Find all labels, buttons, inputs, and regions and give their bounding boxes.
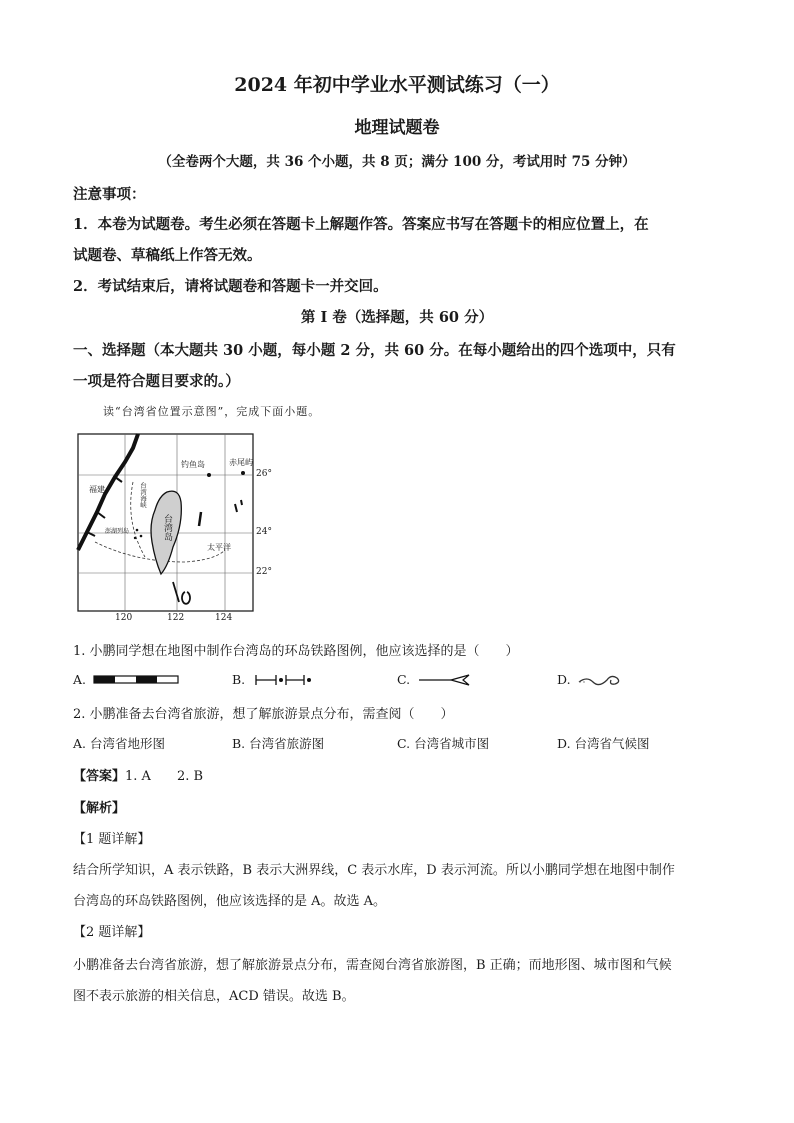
- boundary-legend-icon: [254, 674, 314, 686]
- question-1: 1. 小鹏同学想在地图中制作台湾岛的环岛铁路图例，他应该选择的是（ ）: [73, 644, 519, 659]
- map-label-taiwan-island: 台湾岛: [162, 514, 172, 541]
- q2-option-d: D. 台湾省气候图: [557, 736, 650, 751]
- q1-option-b-label: B.: [232, 672, 246, 687]
- lat-tick-22: 22°: [256, 567, 272, 577]
- answer-label: 【答案】: [73, 769, 126, 784]
- q2-option-c: C. 台湾省城市图: [397, 736, 490, 751]
- notes-heading: 注意事项：: [73, 186, 146, 203]
- paper-info: （全卷两个大题，共 36 个小题，共 8 页；满分 100 分，考试用时 75 分钟）: [158, 154, 636, 170]
- q1-option-d-label: D.: [557, 672, 571, 687]
- q1-option-d: [557, 672, 571, 687]
- lon-tick-120: 120: [115, 613, 133, 623]
- q1-explanation-line-2: 台湾岛的环岛铁路图例，他应该选择的是 A。故选 A。: [73, 894, 387, 909]
- paper-subtitle: 地理试题卷: [354, 118, 440, 138]
- lon-tick-122: 122: [167, 613, 185, 623]
- q2-explanation-title: 【2 题详解】: [73, 925, 151, 940]
- q1-option-b: [232, 672, 245, 687]
- q1-option-c-label: C.: [397, 672, 411, 687]
- note-item-1-cont: 试题卷、草稿纸上作答无效。: [73, 247, 262, 264]
- q1-option-c: [397, 672, 410, 687]
- part-heading: 一、选择题（本大题共 30 小题，每小题 2 分，共 60 分。在每小题给出的四个选项中，只有: [73, 342, 676, 359]
- reservoir-legend-icon: [417, 674, 473, 686]
- map-label-chiwei: 赤尾屿: [229, 458, 253, 467]
- question-2: 2. 小鹏准备去台湾省旅游，想了解旅游景点分布，需查阅（ ）: [73, 707, 454, 722]
- taiwan-location-map: [75, 432, 275, 623]
- map-label-pacific: 太平洋: [207, 543, 231, 552]
- q1-option-a: [73, 672, 86, 687]
- map-label-diaoyu: 钓鱼岛: [181, 460, 205, 469]
- note-item-1: 1．本卷为试题卷。考生必须在答题卡上解题作答。答案应书写在答题卡的相应位置上，在: [73, 216, 649, 233]
- map-label-fujian: 福建: [89, 485, 105, 494]
- answer-value: 1. A 2. B: [125, 769, 204, 784]
- note-item-2: 2．考试结束后，请将试题卷和答题卡一并交回。: [73, 278, 388, 295]
- analysis-label: 【解析】: [73, 801, 126, 816]
- q1-explanation-title: 【1 题详解】: [73, 832, 151, 847]
- q1-option-a-label: A.: [73, 672, 87, 687]
- map-label-strait: 台湾海峡: [139, 482, 147, 508]
- q2-option-a: A. 台湾省地形图: [73, 736, 165, 751]
- exam-title: 2024 年初中学业水平测试练习（一）: [234, 74, 560, 96]
- q2-option-b: B. 台湾省旅游图: [232, 736, 325, 751]
- q2-explanation-line-1: 小鹏准备去台湾省旅游，想了解旅游景点分布，需查阅台湾省旅游图，B 正确；而地形图、城市图和气候: [73, 958, 672, 973]
- lat-tick-26: 26°: [256, 469, 272, 479]
- answer-line: [73, 765, 203, 784]
- map-intro: 读“台湾省位置示意图”，完成下面小题。: [103, 405, 321, 418]
- q1-explanation-line-1: 结合所学知识，A 表示铁路，B 表示大洲界线，C 表示水库，D 表示河流。所以小鹏同学想在地图中制作: [73, 863, 675, 878]
- lon-tick-124: 124: [215, 613, 233, 623]
- railway-legend-icon: [93, 675, 179, 685]
- map-label-penghu: 澎湖列岛: [105, 528, 130, 535]
- part-heading-cont: 一项是符合题目要求的。）: [73, 373, 240, 390]
- river-legend-icon: [577, 672, 623, 688]
- lat-tick-24: 24°: [256, 527, 272, 537]
- section-title: 第 I 卷（选择题，共 60 分）: [300, 309, 494, 326]
- q2-explanation-line-2: 图不表示旅游的相关信息，ACD 错误。故选 B。: [73, 989, 355, 1004]
